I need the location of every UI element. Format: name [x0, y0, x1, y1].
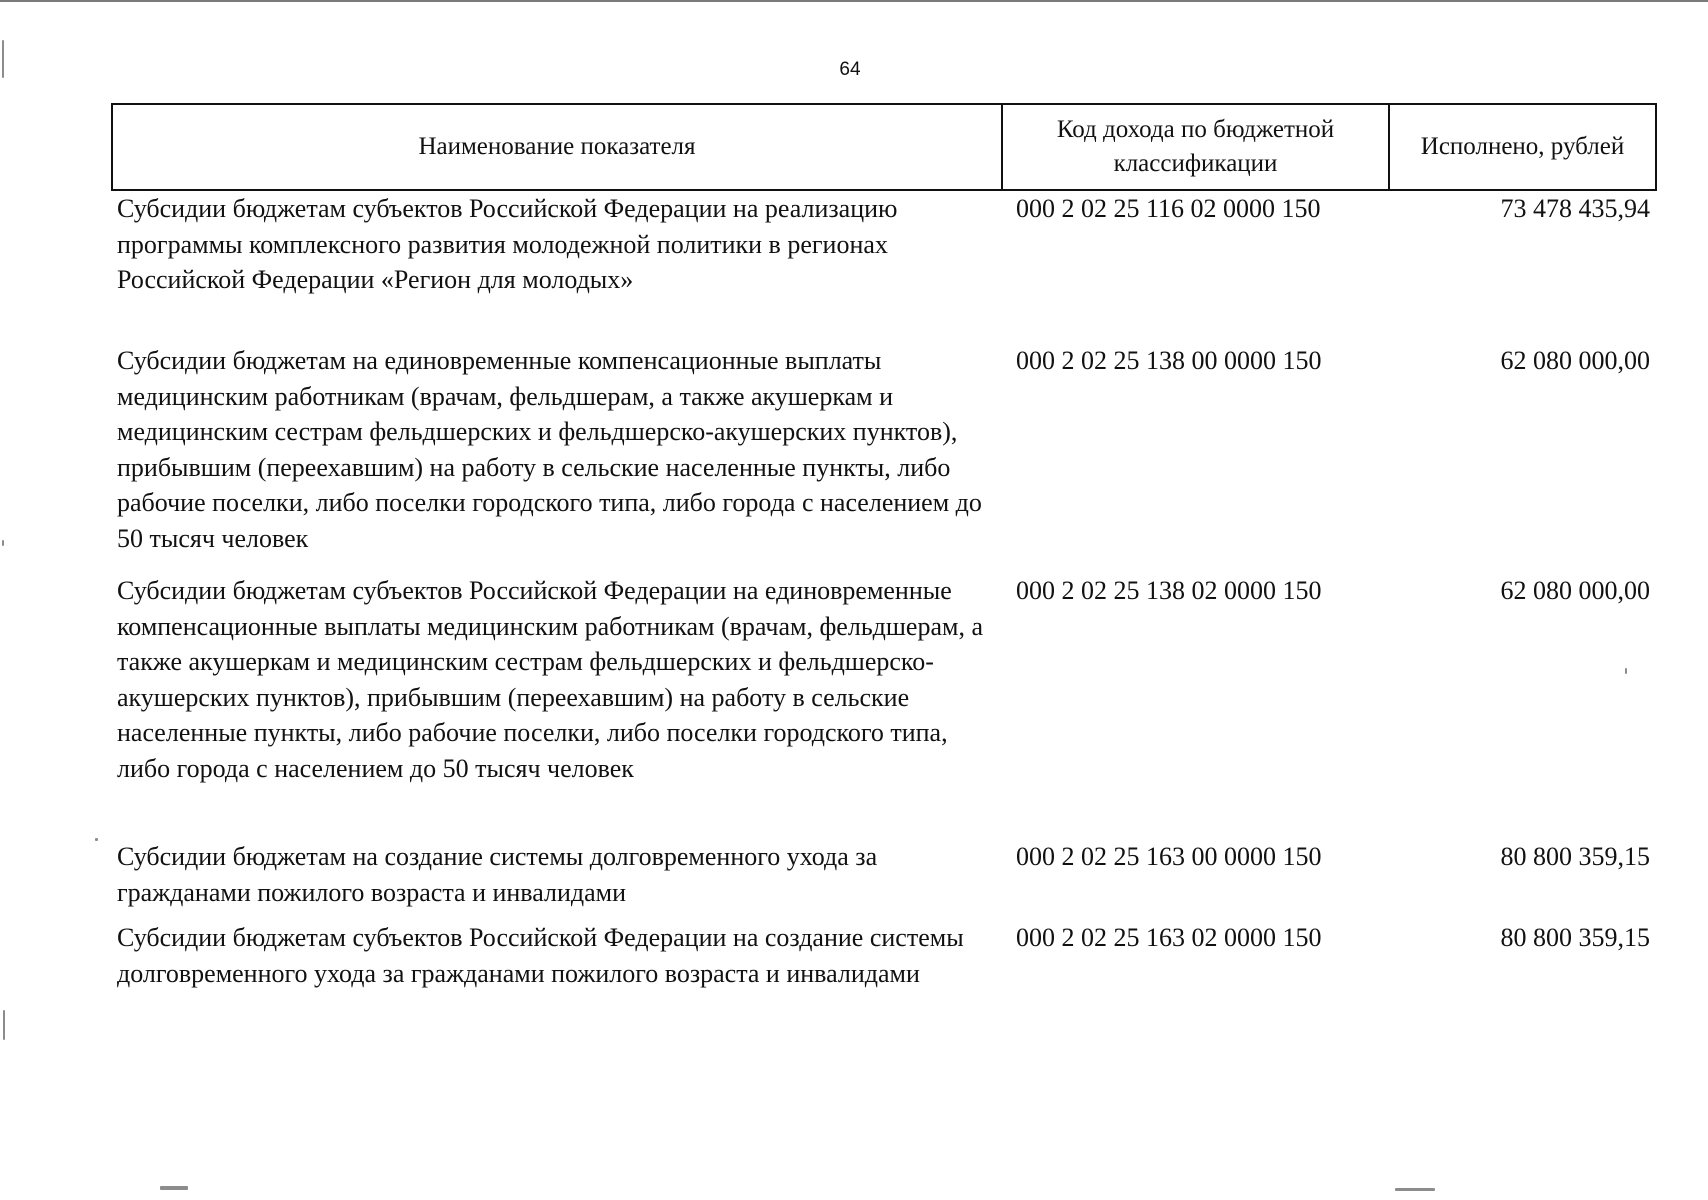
table-row: [112, 343, 1656, 573]
header-budget-code: Код дохода по бюджетной классификации: [1002, 104, 1389, 190]
amount-executed: 73 478 435,94: [1500, 194, 1650, 223]
amount-executed: 80 800 359,15: [1500, 842, 1650, 871]
scan-edge: [0, 0, 1708, 2]
indicator-name: Субсидии бюджетам на единовременные компенсационные выплаты медицинским работникам (врачам, фельдшерам, а также акушеркам и медицинским сестрам фельдшерских и фельдшерско-акушерских пунктов), прибывшим (переехавшим) на работу в сельские населенные пункты, либо рабочие поселки, либо поселки городского типа, либо города с населением до 50 тысяч человек: [117, 346, 982, 553]
indicator-name: Субсидии бюджетам субъектов Российской Федерации на создание системы долговременного ухода за гражданами пожилого возраста и инвалидами: [117, 923, 964, 988]
indicator-name: Субсидии бюджетам субъектов Российской Федерации на реализацию программы комплексного развития молодежной политики в регионах Российской Федерации «Регион для молодых»: [117, 194, 898, 294]
scan-speck: [1395, 1188, 1435, 1191]
header-indicator-name: Наименование показателя: [112, 104, 1002, 190]
budget-code: 000 2 02 25 163 00 0000 150: [1016, 842, 1322, 871]
budget-code: 000 2 02 25 116 02 0000 150: [1016, 194, 1321, 223]
amount-executed: 80 800 359,15: [1500, 923, 1650, 952]
page-number: 64: [839, 59, 861, 80]
table-row: [112, 839, 1656, 920]
revenue-table: [111, 103, 1657, 1030]
amount-executed: 62 080 000,00: [1500, 576, 1650, 605]
budget-code: 000 2 02 25 138 02 0000 150: [1016, 576, 1322, 605]
scan-speck: [3, 1010, 5, 1040]
table-row: [112, 190, 1656, 343]
budget-code: 000 2 02 25 163 02 0000 150: [1016, 923, 1322, 952]
budget-code: 000 2 02 25 138 00 0000 150: [1016, 346, 1322, 375]
table-row: [112, 573, 1656, 839]
scan-speck: [2, 540, 4, 546]
header-amount-executed: Исполнено, рублей: [1389, 104, 1656, 190]
scan-speck: [2, 40, 4, 78]
scan-speck: [160, 1186, 188, 1190]
indicator-name: Субсидии бюджетам субъектов Российской Федерации на единовременные компенсационные выплаты медицинским работникам (врачам, фельдшерам, а также акушеркам и медицинским сестрам фельдшерских и фельдшерско-акушерских пунктов), прибывшим (переехавшим) на работу в сельские населенные пункты, либо рабочие поселки, либо поселки городского типа, либо города с населением до 50 тысяч человек: [117, 576, 983, 783]
indicator-name: Субсидии бюджетам на создание системы долговременного ухода за гражданами пожилого возраста и инвалидами: [117, 842, 878, 907]
table-row: [112, 920, 1656, 1030]
scan-speck: [1625, 668, 1627, 674]
amount-executed: 62 080 000,00: [1500, 346, 1650, 375]
scan-speck: [95, 838, 98, 841]
table-header-row: [112, 104, 1656, 190]
